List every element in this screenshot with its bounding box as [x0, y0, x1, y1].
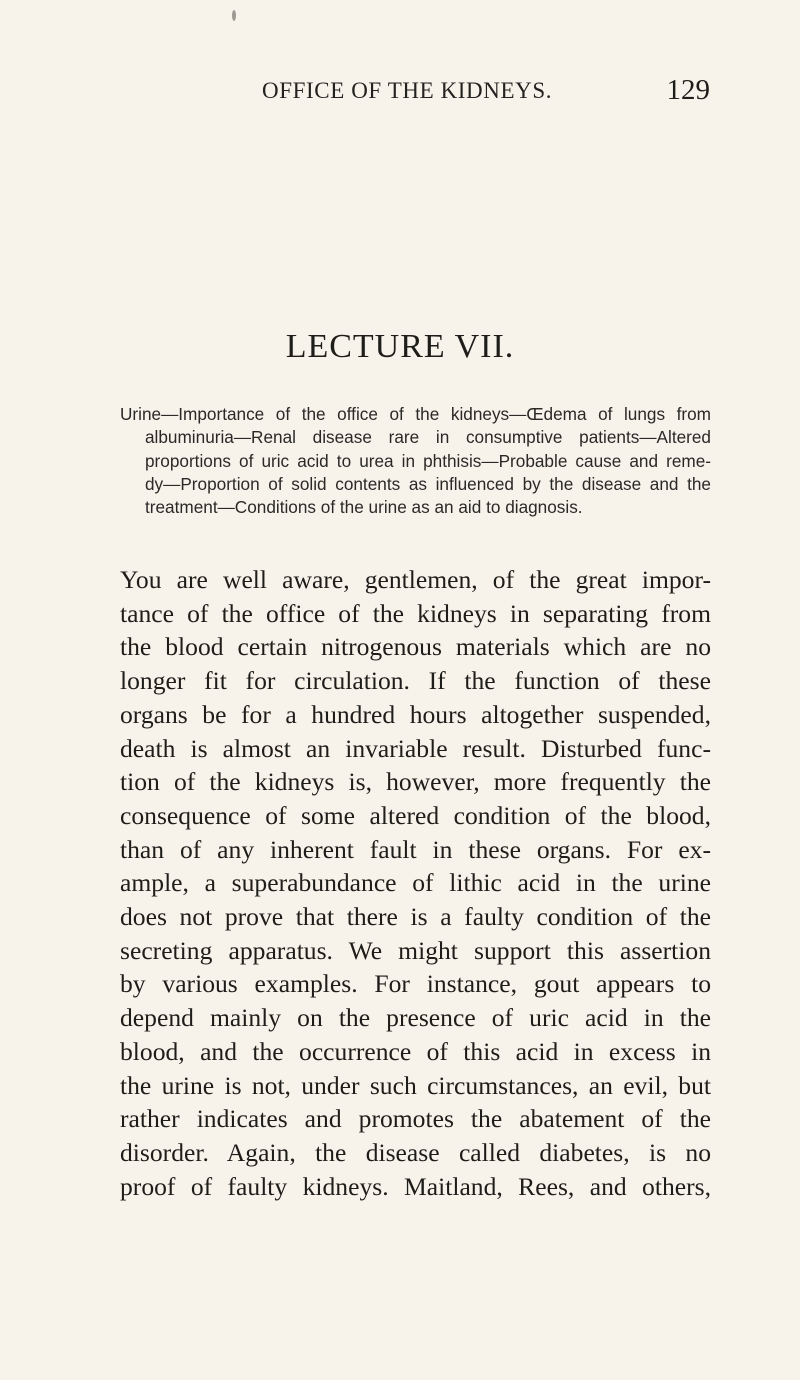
- body-line: the blood certain nitrogenous materials which are no: [120, 632, 711, 662]
- body-line: longer fit for circulation. If the function of these: [120, 666, 711, 696]
- running-head: [120, 74, 710, 114]
- print-speck: [232, 10, 236, 21]
- body-line: by various examples. For instance, gout appears to: [120, 969, 711, 999]
- summary-line: treatment—Conditions of the urine as an aid to diagnosis.: [145, 497, 583, 518]
- body-line: death is almost an invariable result. Disturbed func-: [120, 733, 711, 763]
- body-line: disorder. Again, the disease called diabetes, is no: [120, 1137, 711, 1167]
- summary-line: albuminuria—Renal disease rare in consumptive patients—Altered: [145, 427, 711, 448]
- body-line: You are well aware, gentlemen, of the great impor-: [120, 565, 711, 594]
- body-line: the urine is not, under such circumstances, an evil, but: [120, 1070, 711, 1100]
- lecture-heading: LECTURE VII.: [285, 328, 515, 365]
- body-line: organs be for a hundred hours altogether suspended,: [120, 699, 711, 729]
- body-line: than of any inherent fault in these organs. For ex-: [120, 834, 711, 864]
- body-line: does not prove that there is a faulty condition of the: [120, 902, 711, 932]
- body-line: blood, and the occurrence of this acid in excess in: [120, 1036, 711, 1066]
- body-line: rather indicates and promotes the abatement of the: [120, 1104, 711, 1134]
- body-line: proof of faulty kidneys. Maitland, Rees, and others,: [120, 1171, 711, 1201]
- running-title: OFFICE OF THE KIDNEYS.: [262, 78, 553, 103]
- body-line: secreting apparatus. We might support this assertion: [120, 935, 711, 965]
- summary-line: proportions of uric acid to urea in phthisis—Probable cause and reme-: [145, 450, 711, 471]
- chapter-summary: [120, 403, 711, 519]
- body-line: tance of the office of the kidneys in separating from: [120, 598, 711, 628]
- body-line: tion of the kidneys is, however, more frequently the: [120, 767, 711, 797]
- body-line: depend mainly on the presence of uric acid in the: [120, 1003, 711, 1033]
- page-number: 129: [666, 74, 710, 106]
- body-line: ample, a superabundance of lithic acid in the urine: [120, 868, 711, 898]
- summary-line: Urine—Importance of the office of the kidneys—Œdema of lungs from: [120, 404, 711, 424]
- summary-line: dy—Proportion of solid contents as influenced by the disease and the: [145, 473, 711, 494]
- body-text: [120, 563, 711, 1203]
- body-line: consequence of some altered condition of the blood,: [120, 800, 711, 830]
